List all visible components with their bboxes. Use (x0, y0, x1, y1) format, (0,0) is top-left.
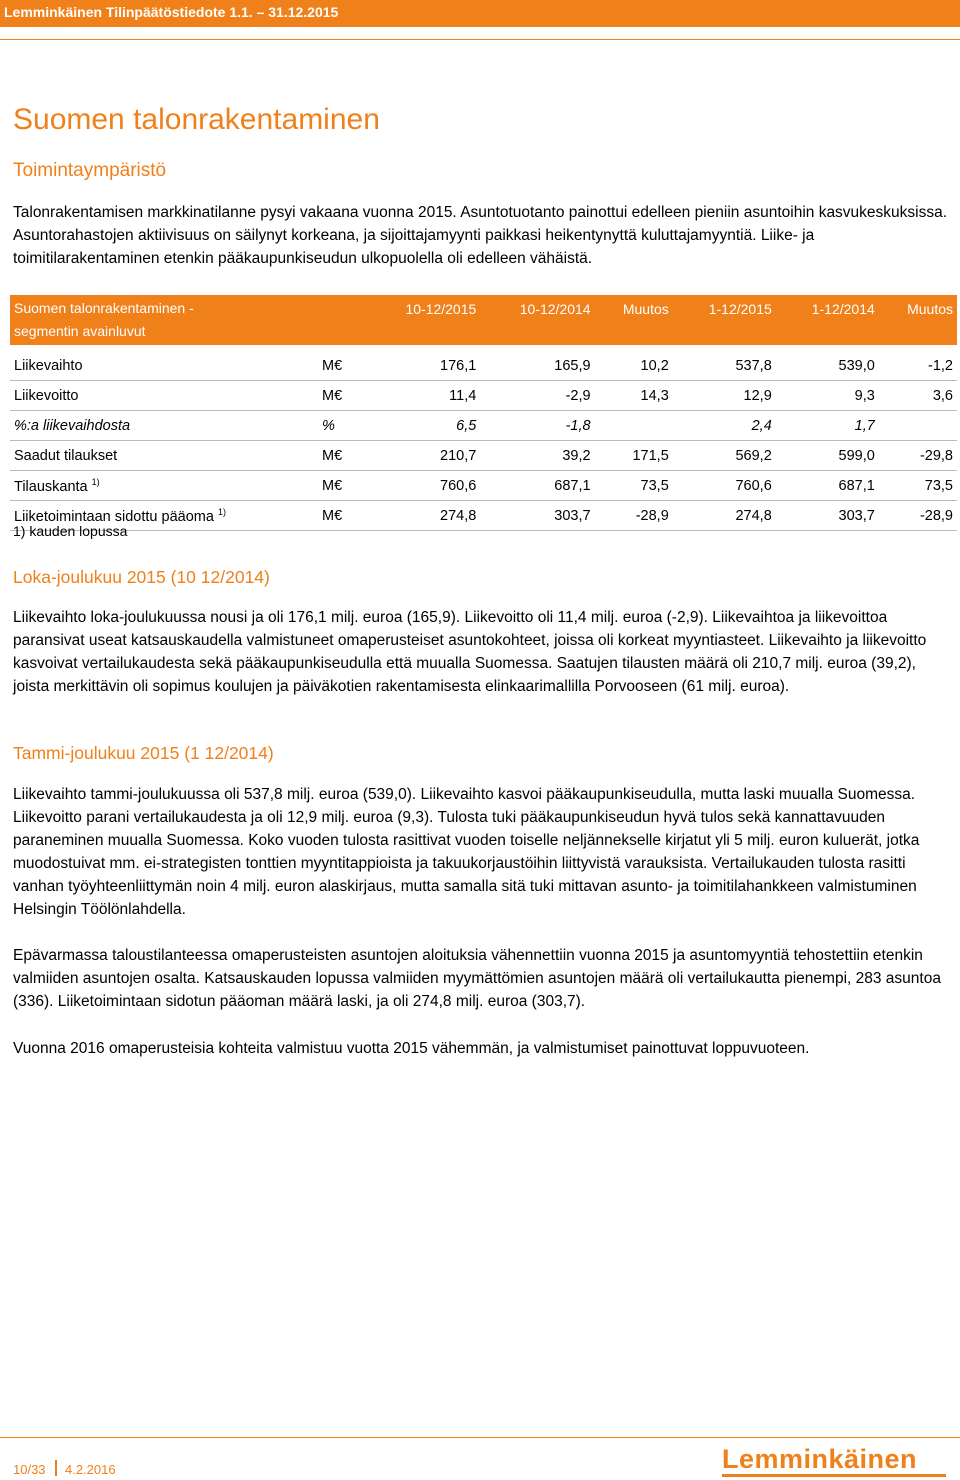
value-cell (595, 411, 673, 441)
table-header-row (10, 295, 957, 345)
value-cell: 274,8 (366, 501, 480, 531)
fy-paragraph: Liikevaihto tammi-joulukuussa oli 537,8 milj. euroa (539,0). Liikevaihto kasvoi pääkaupunkiseudulla, mutta laski muualla Suomessa. Liikevoitto parani vertailukaudesta ja oli 12,9 milj. euroa (9,3). Tulosta tuki pääkaupunkiseudun hyvä tulos sekä kannattavuuden paraneminen muualla Suomessa. Koko vuoden tulosta rasittivat vuoden toiselle neljännekselle kirjatut yli 5 milj. euron kuluerät, jotka muodostuivat mm. ei-strategisten tonttien myyntitappioista ja takuukorjaustöihin liittyvistä varauksista. Vertailukauden tulosta rasitti vanhan työyhteenliittymän noin 4 milj. euron alaskirjaus, mutta samalla sitä tuki mittavan asunto- ja toimitilahankkeen valmistuminen Helsingin Töölönlahdella. (13, 786, 920, 918)
table-title-line1: Suomen talonrakentaminen - (14, 300, 194, 316)
value-cell (879, 411, 957, 441)
value-cell: 39,2 (480, 441, 594, 471)
value-cell: -28,9 (879, 501, 957, 531)
value-cell: 687,1 (480, 471, 594, 501)
fy-heading: Tammi-joulukuu 2015 (1 12/2014) (13, 743, 274, 763)
value-cell: 539,0 (776, 351, 879, 381)
value-cell: 2,4 (673, 411, 776, 441)
row-unit: M€ (318, 471, 366, 501)
table-row (10, 351, 957, 381)
outlook-paragraph: Vuonna 2016 omaperusteisia kohteita valmistuu vuotta 2015 vähemmän, ja valmistumiset painottuvat loppuvuoteen. (13, 1040, 810, 1057)
table-row (10, 441, 957, 471)
row-label: Liiketoimintaan sidottu pääoma (14, 508, 214, 525)
table-row (10, 381, 957, 411)
header-bar (0, 0, 960, 27)
value-cell: 165,9 (480, 351, 594, 381)
section-subtitle: Toimintaympäristö (13, 160, 167, 181)
column-header: 1-12/2015 (673, 295, 776, 345)
value-cell: 11,4 (366, 381, 480, 411)
row-unit: M€ (318, 381, 366, 411)
value-cell: 687,1 (776, 471, 879, 501)
row-label: Liikevoitto (14, 387, 79, 404)
table-row (10, 501, 957, 531)
row-label-cell (10, 471, 318, 501)
value-cell: 303,7 (776, 501, 879, 531)
value-cell: -28,9 (595, 501, 673, 531)
logo-text: Lemminkäinen (722, 1444, 918, 1474)
value-cell: -1,2 (879, 351, 957, 381)
unit-header-cell (318, 295, 366, 345)
value-cell: 599,0 (776, 441, 879, 471)
column-header: 1-12/2014 (776, 295, 879, 345)
row-label-cell (10, 381, 318, 411)
value-cell: 14,3 (595, 381, 673, 411)
footer-divider (0, 1437, 960, 1438)
row-label-cell (10, 411, 318, 441)
header-text: Lemminkäinen Tilinpäätöstiedote 1.1. – 31.12.2015 (4, 4, 339, 20)
row-unit: M€ (318, 351, 366, 381)
q4-paragraph: Liikevaihto loka-joulukuussa nousi ja oli 176,1 milj. euroa (165,9). Liikevoitto oli 11,4 milj. euroa (-2,9). Liikevaihtoa ja liikevoittoa paransivat useat katsauskaudella valmistuneet omaperusteiset asuntokohteet, joissa oli korkeat myyntiasteet. Liikevaihto ja liikevoitto kasvoivat vertailukaudesta sekä pääkaupunkiseudulla että muualla Suomessa. Saatujen tilausten määrä oli 210,7 milj. euroa (39,2), joista merkittävin oli sopimus koulujen ja päiväkotien rakentamisesta elinkaarimallilla Porvooseen (61 milj. euroa). (13, 609, 927, 695)
intro-paragraph: Talonrakentamisen markkinatilanne pysyi vakaana vuonna 2015. Asuntotuotanto painottui edelleen pieniin asuntoihin kasvukeskuksissa. Asuntorahastojen aktiivisuus on säilynyt korkeana, ja sijoittajamyynti paikkasi heikentynyttä kuluttajamyyntiä. Liike- ja toimitilarakentaminen etenkin pääkaupunkiseudun ulkopuolella oli edelleen vähäistä. (13, 204, 948, 267)
table-footnote: 1) kauden lopussa (13, 523, 128, 539)
column-header: Muutos (879, 295, 957, 345)
footer-date: 4.2.2016 (65, 1462, 116, 1477)
value-cell: -29,8 (879, 441, 957, 471)
page-title: Suomen talonrakentaminen (13, 103, 380, 136)
value-cell: -2,9 (480, 381, 594, 411)
value-cell: 537,8 (673, 351, 776, 381)
row-label: Tilauskanta (14, 478, 88, 495)
column-header: Muutos (595, 295, 673, 345)
value-cell: 1,7 (776, 411, 879, 441)
company-logo (722, 1444, 947, 1478)
value-cell: 10,2 (595, 351, 673, 381)
table-title (10, 295, 318, 345)
value-cell: 303,7 (480, 501, 594, 531)
row-label: %:a liikevaihdosta (14, 417, 131, 434)
value-cell: 569,2 (673, 441, 776, 471)
row-label: Saadut tilaukset (14, 447, 118, 464)
row-label-cell (10, 351, 318, 381)
value-cell: 171,5 (595, 441, 673, 471)
row-label-cell (10, 441, 318, 471)
q4-heading: Loka-joulukuu 2015 (10 12/2014) (13, 567, 270, 587)
risk-paragraph: Epävarmassa taloustilanteessa omaperusteisten asuntojen aloituksia vähennettiin vuonna 2015 ja asuntomyyntiä tehostettiin etenkin valmiiden asuntojen osalta. Katsauskauden lopussa valmiiden myymättömien asuntojen määrä oli vertailukautta pienempi, 283 asuntoa (336). Liiketoimintaan sidotun pääoman määrä laski, ja oli 274,8 milj. euroa (303,7). (13, 947, 941, 1010)
row-unit: M€ (318, 441, 366, 471)
value-cell: 73,5 (879, 471, 957, 501)
value-cell: 760,6 (673, 471, 776, 501)
column-header: 10-12/2015 (366, 295, 480, 345)
footer-separator (55, 1460, 57, 1476)
row-label: Liikevaihto (14, 357, 83, 374)
table-title-line2: segmentin avainluvut (14, 323, 146, 339)
table-row (10, 471, 957, 501)
table-row (10, 411, 957, 441)
footnote-marker: 1) (217, 506, 226, 517)
value-cell: -1,8 (480, 411, 594, 441)
header-divider (0, 39, 960, 40)
footnote-marker: 1) (91, 476, 100, 487)
value-cell: 3,6 (879, 381, 957, 411)
value-cell: 274,8 (673, 501, 776, 531)
value-cell: 6,5 (366, 411, 480, 441)
row-unit: % (318, 411, 366, 441)
row-unit: M€ (318, 501, 366, 531)
value-cell: 176,1 (366, 351, 480, 381)
key-figures-table (10, 295, 957, 531)
value-cell: 73,5 (595, 471, 673, 501)
page-number: 10/33 (13, 1462, 46, 1477)
value-cell: 760,6 (366, 471, 480, 501)
value-cell: 12,9 (673, 381, 776, 411)
value-cell: 210,7 (366, 441, 480, 471)
value-cell: 9,3 (776, 381, 879, 411)
column-header: 10-12/2014 (480, 295, 594, 345)
logo-underline (722, 1474, 946, 1477)
